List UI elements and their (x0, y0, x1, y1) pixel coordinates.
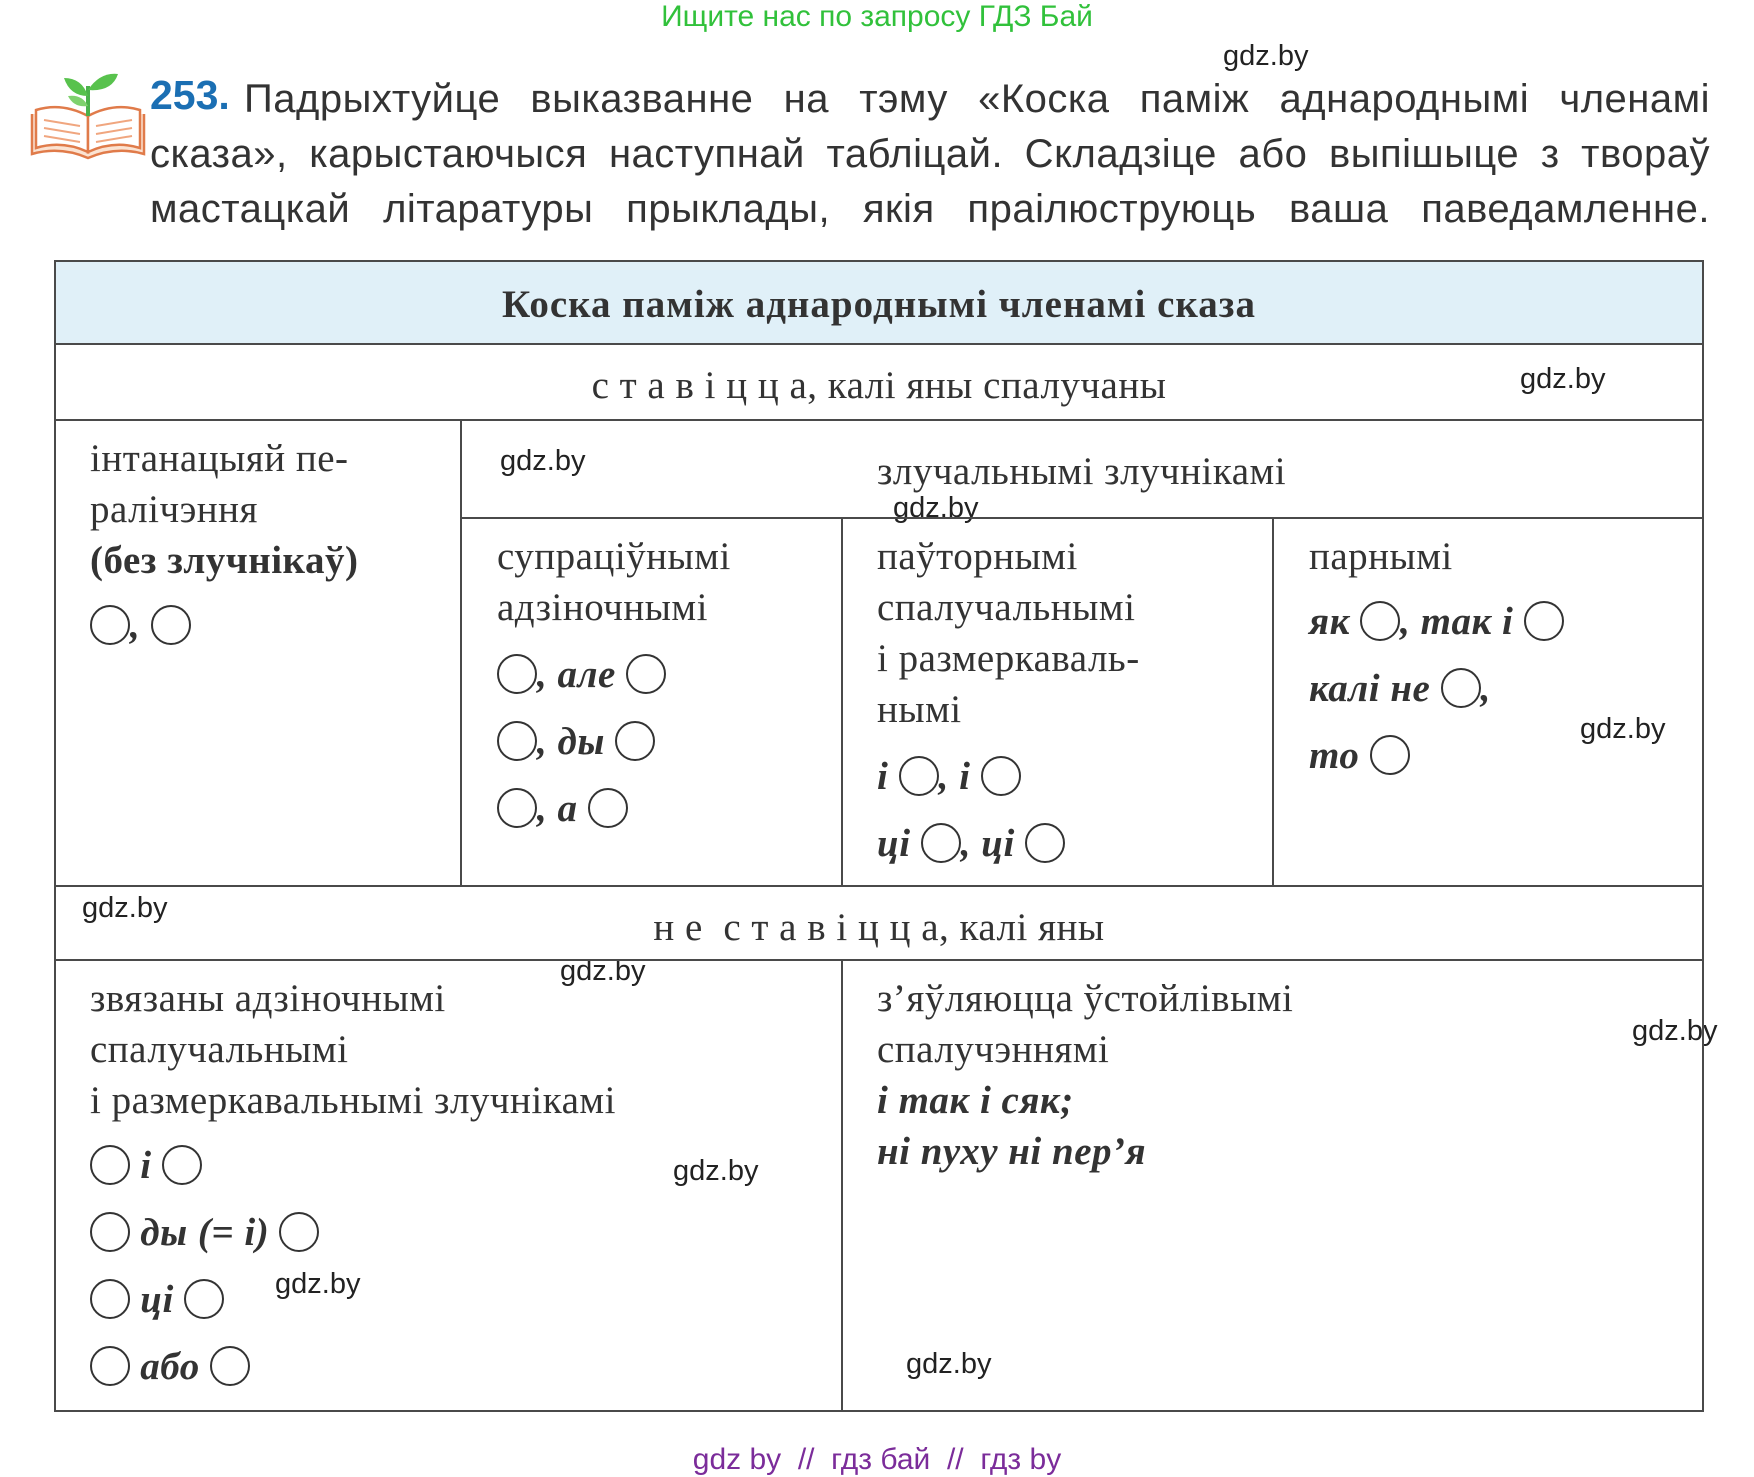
paired-cell (1309, 531, 1699, 797)
watermark: gdz.by (673, 1155, 759, 1187)
example (497, 716, 837, 783)
example (90, 1207, 835, 1274)
blank-circle (279, 1212, 319, 1252)
watermark: gdz.by (500, 445, 586, 477)
cell-line: супраціўнымі (497, 535, 731, 578)
blank-circle (588, 788, 628, 828)
conjunction: калі не (1309, 667, 1431, 710)
divider (461, 517, 1702, 519)
blank-circle (899, 756, 939, 796)
watermark: gdz.by (1520, 363, 1606, 395)
cell-line: ралічэння (90, 488, 258, 531)
cell-line: з’яўляюцца ўстойлівымі (877, 977, 1294, 1020)
cell-line: парнымі (1309, 535, 1453, 578)
example (90, 600, 455, 651)
idioms-cell (877, 973, 1697, 1177)
example (90, 1341, 835, 1408)
blank-circle (626, 654, 666, 694)
watermark: gdz.by (1632, 1015, 1718, 1047)
separator: , (537, 653, 548, 696)
watermark: gdz.by (82, 892, 168, 924)
separator: , (537, 787, 548, 830)
cell-line: адзіночнымі (497, 586, 708, 629)
adversative-cell (497, 531, 837, 850)
example (877, 818, 1267, 885)
cell-line: інтанацыяй пе- (90, 437, 349, 480)
blank-circle (90, 1279, 130, 1319)
example (90, 1140, 835, 1207)
task-number: 253. (150, 72, 230, 118)
blank-circle (497, 788, 537, 828)
conjunction: і (140, 1144, 152, 1187)
blank-circle (921, 823, 961, 863)
divider (56, 885, 1702, 887)
watermark: gdz.by (893, 492, 979, 524)
divider (1272, 518, 1274, 885)
task-line: Падрыхтуйце выказванне на тэму «Коска паміж аднароднымі членамі (244, 77, 1710, 121)
blank-circle (184, 1279, 224, 1319)
cell-line: і размеркаваль- (877, 637, 1140, 680)
example (1309, 730, 1699, 797)
divider (841, 960, 843, 1410)
conjunction: але (557, 653, 616, 696)
blank-circle (210, 1346, 250, 1386)
blank-circle (497, 654, 537, 694)
cell-line: спалучальнымі (90, 1028, 349, 1071)
task-line: сказа», карыстаючыся наступнай табліцай. Складзіце або выпішыце з твораў (150, 132, 1710, 176)
blank-circle (90, 1346, 130, 1386)
watermark: gdz.by (1580, 713, 1666, 745)
example (90, 1274, 835, 1341)
divider (56, 959, 1702, 961)
example (877, 751, 1267, 818)
blank-circle (1441, 668, 1481, 708)
example (1309, 663, 1699, 730)
cell-line: паўторнымі (877, 535, 1078, 578)
task-text (150, 72, 1710, 237)
not-placed-heading: н е с т а в і ц ц а, калі яны (653, 906, 1105, 949)
open-book-sprout-icon (26, 70, 150, 162)
separator: , (537, 720, 548, 763)
repeated-cell (877, 531, 1267, 885)
conjunction: ды (= і) (140, 1211, 270, 1254)
blank-circle (1370, 735, 1410, 775)
single-conj-cell (90, 973, 835, 1408)
separator: , (130, 604, 141, 647)
cell-line: і размеркавальнымі злучнікамі (90, 1079, 616, 1122)
separator: , (1480, 667, 1491, 710)
conjunction: ці (140, 1278, 174, 1321)
cell-line: спалучэннямі (877, 1028, 1110, 1071)
blank-circle (90, 1145, 130, 1185)
cell-line: нымі (877, 688, 962, 731)
separator: , (1400, 600, 1411, 643)
cell-line: (без злучнікаў) (90, 539, 359, 582)
conjunction: ды (557, 720, 605, 763)
bottom-banner[interactable]: gdz by // гдз бай // гдз by (692, 1443, 1062, 1476)
blank-circle (1524, 601, 1564, 641)
blank-circle (981, 756, 1021, 796)
blank-circle (162, 1145, 202, 1185)
divider (56, 343, 1702, 345)
conjunction: то (1309, 734, 1360, 777)
watermark: gdz.by (275, 1268, 361, 1300)
divider (56, 419, 1702, 421)
conjunction: ці (981, 822, 1015, 865)
example (1309, 596, 1699, 663)
blank-circle (90, 605, 130, 645)
separator: , (960, 822, 972, 865)
task-line: мастацкай літаратуры прыклады, якія праілюструюць ваша паведамленне. (150, 187, 1710, 231)
cell-line: спалучальнымі (877, 586, 1136, 629)
blank-circle (1360, 601, 1400, 641)
separator: , (938, 755, 949, 798)
top-banner[interactable]: Ищите нас по запросу ГДЗ Бай (661, 0, 1093, 33)
blank-circle (1025, 823, 1065, 863)
watermark: gdz.by (906, 1348, 992, 1380)
conj-heading: злучальнымі злучнікамі (876, 450, 1287, 493)
conjunction: і (877, 755, 889, 798)
idiom-example: і так і сяк; (877, 1079, 1074, 1122)
blank-circle (497, 721, 537, 761)
divider (841, 518, 843, 885)
blank-circle (151, 605, 191, 645)
conjunction: так і (1420, 600, 1514, 643)
intonation-cell (90, 433, 455, 651)
conjunction: ці (877, 822, 911, 865)
example (497, 649, 837, 716)
example (497, 783, 837, 850)
blank-circle (615, 721, 655, 761)
cell-line: звязаны адзіночнымі (90, 977, 446, 1020)
placed-heading: с т а в і ц ц а, калі яны спалучаны (591, 364, 1167, 407)
conjunction: і (959, 755, 971, 798)
watermark: gdz.by (1223, 40, 1309, 72)
conjunction: як (1309, 600, 1350, 643)
conjunction: а (557, 787, 578, 830)
watermark: gdz.by (560, 955, 646, 987)
idiom-example: ні пуху ні пер’я (877, 1130, 1147, 1173)
table-title: Коска паміж аднароднымі членамі сказа (502, 283, 1256, 326)
conjunction: або (140, 1345, 200, 1388)
blank-circle (90, 1212, 130, 1252)
